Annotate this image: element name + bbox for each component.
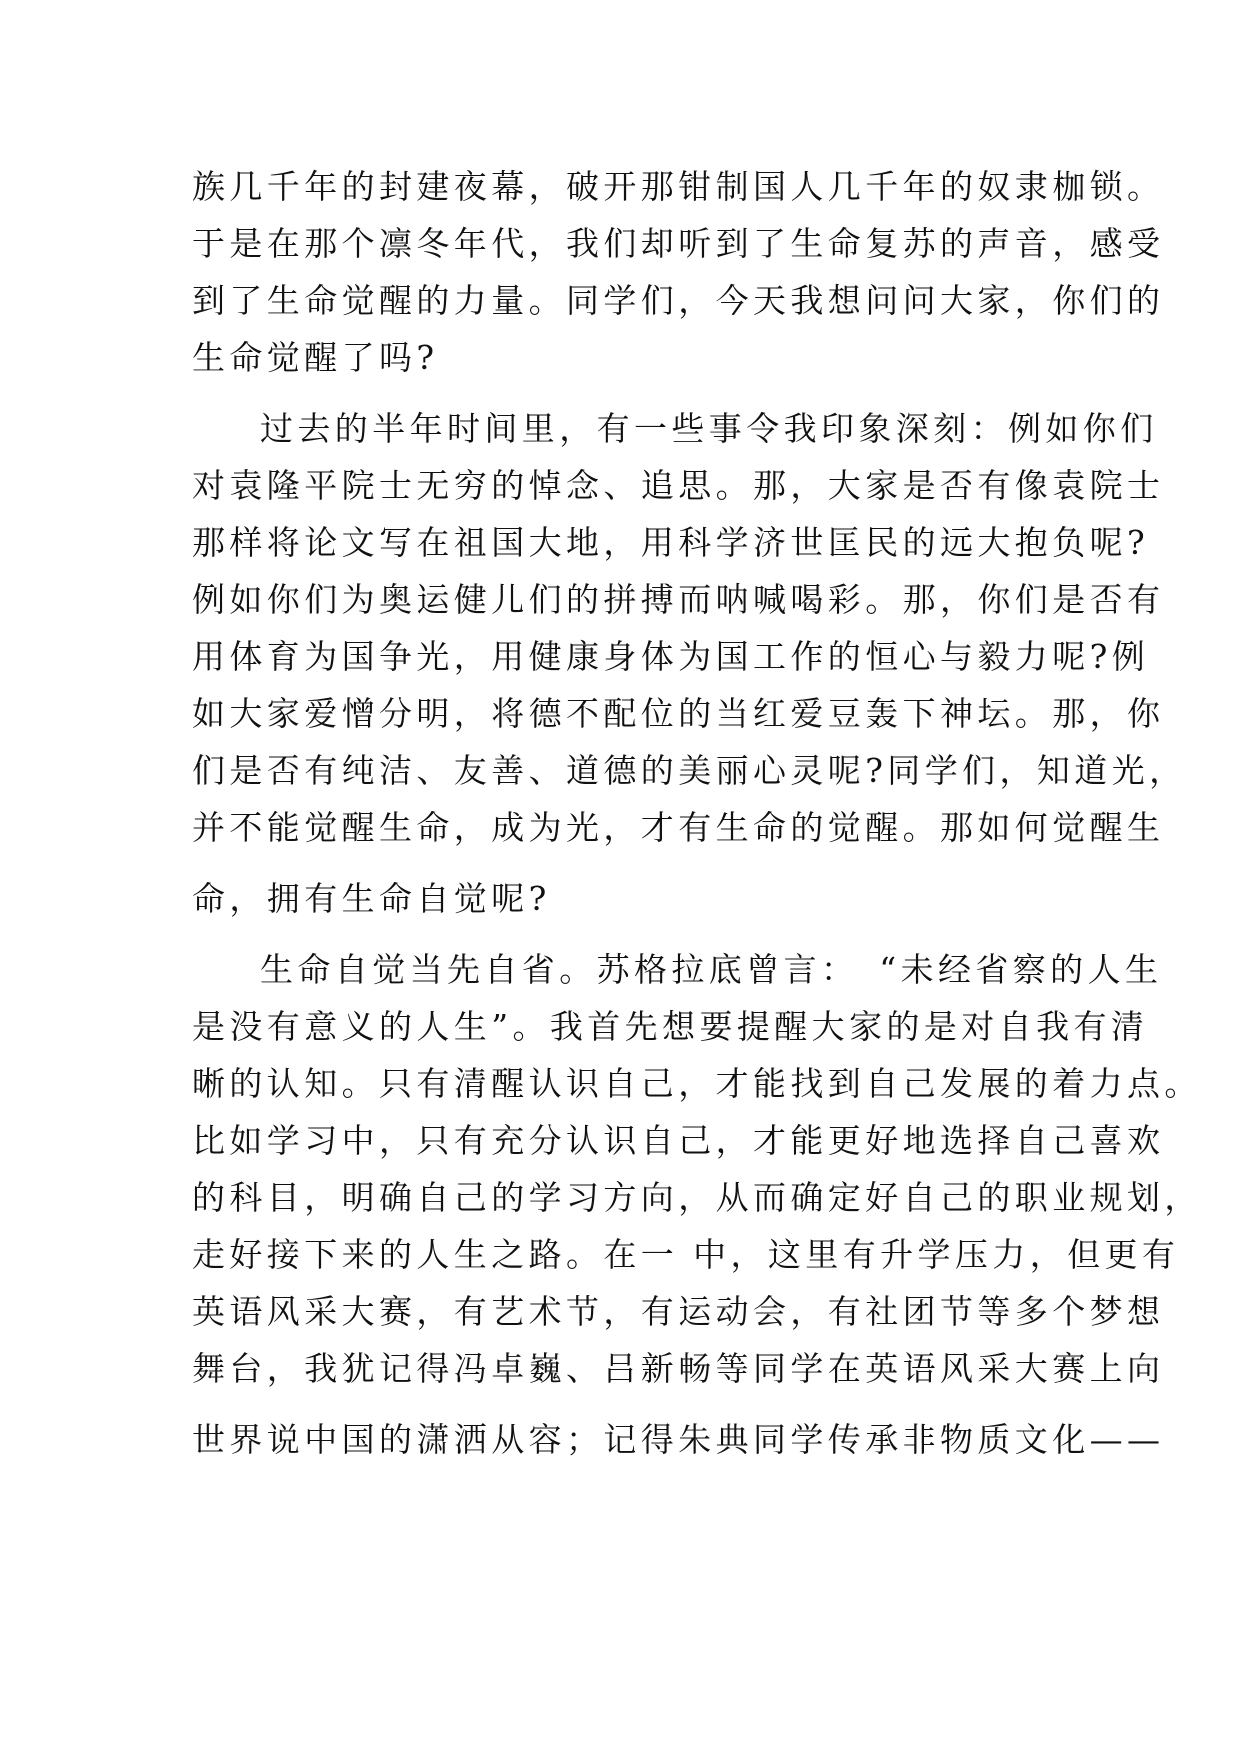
text-line: 如大家爱憎分明，将德不配位的当红爱豆轰下神坛。那，你 [192, 694, 1165, 733]
text-line: 例如你们为奥运健儿们的拼搏而呐喊喝彩。那，你们是否有 [192, 580, 1165, 619]
paragraph-3 [192, 941, 1202, 1468]
text-line: 用体育为国争光，用健康身体为国工作的恒心与毅力呢?例 [192, 637, 1150, 676]
text-line: 并不能觉醒生命，成为光，才有生命的觉醒。那如何觉醒生 [192, 808, 1165, 847]
text-line: 是没有意义的人生”。我首先想要提醒大家的是对自我有清 [192, 1007, 1149, 1046]
text-line: 到了生命觉醒的力量。同学们，今天我想问问大家，你们的 [192, 281, 1165, 320]
text-line: 走好接下来的人生之路。在一 中，这里有升学压力，但更有 [192, 1235, 1180, 1274]
text-line: 晰的认知。只有清醒认识自己，才能找到自己发展的着力点。 [192, 1064, 1202, 1103]
paragraph-2 [192, 400, 1187, 927]
text-line: 比如学习中，只有充分认识自己，才能更好地选择自己喜欢 [192, 1121, 1165, 1160]
text-line: 舞台，我犹记得冯卓巍、吕新畅等同学在英语风采大赛上向 [192, 1349, 1165, 1388]
text-line: 对袁隆平院士无穷的悼念、追思。那，大家是否有像袁院士 [192, 466, 1165, 505]
text-line: 们是否有纯洁、友善、道德的美丽心灵呢?同学们，知道光， [192, 751, 1187, 790]
text-line: 那样将论文写在祖国大地，用科学济世匡民的远大抱负呢? [192, 523, 1150, 562]
text-line: 生命自觉当先自省。苏格拉底曾言： “未经省察的人生 [260, 950, 1163, 989]
paragraph-1 [192, 158, 1165, 386]
document-body [192, 158, 1202, 1468]
text-line: 过去的半年时间里，有一些事令我印象深刻：例如你们 [260, 409, 1158, 448]
text-line: 命，拥有生命自觉呢? [192, 879, 551, 918]
text-line: 世界说中国的潇洒从容；记得朱典同学传承非物质文化—— [192, 1420, 1165, 1459]
text-line: 族几千年的封建夜幕，破开那钳制国人几千年的奴隶枷锁。 [192, 167, 1165, 206]
text-line: 的科目，明确自己的学习方向，从而确定好自己的职业规划， [192, 1178, 1202, 1217]
text-line: 于是在那个凛冬年代，我们却听到了生命复苏的声音，感受 [192, 224, 1165, 263]
text-line: 英语风采大赛，有艺术节，有运动会，有社团节等多个梦想 [192, 1292, 1165, 1331]
text-line: 生命觉醒了吗? [192, 338, 439, 377]
